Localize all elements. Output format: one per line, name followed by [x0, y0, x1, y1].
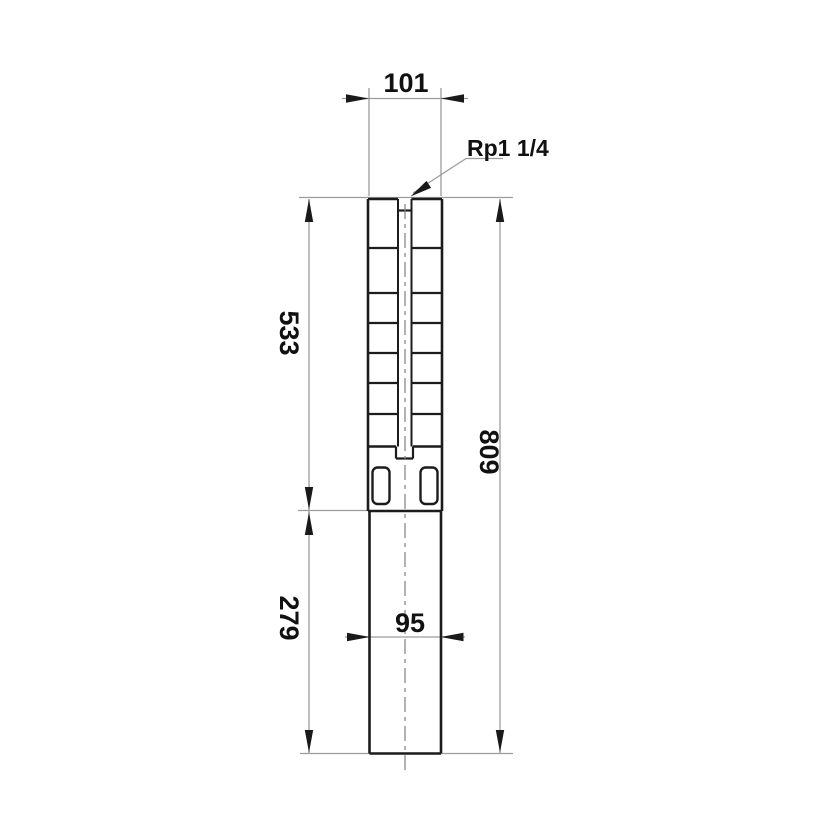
arrow-279-bottom [305, 730, 313, 753]
arrow-809-bottom [496, 730, 504, 753]
dim-label-top-width: 101 [383, 68, 429, 98]
dim-label-upper-height: 533 [274, 310, 304, 356]
arrow-101-right [441, 94, 464, 102]
arrow-533-top [305, 199, 313, 222]
inlet-slot-right [421, 468, 438, 505]
arrow-95-right [441, 633, 464, 641]
arrow-101-left [346, 94, 369, 102]
dim-label-lower-height: 279 [274, 595, 304, 641]
arrow-279-top [305, 512, 313, 535]
arrow-533-bottom [305, 487, 313, 510]
dim-label-lower-width: 95 [394, 608, 426, 638]
arrow-leader-rp [411, 181, 432, 197]
arrow-95-left [347, 633, 370, 641]
thread-callout-label: Rp1 1/4 [467, 135, 549, 161]
arrow-809-top [496, 199, 504, 222]
inlet-slot-left [373, 468, 390, 505]
dim-label-total-height: 809 [474, 429, 504, 475]
